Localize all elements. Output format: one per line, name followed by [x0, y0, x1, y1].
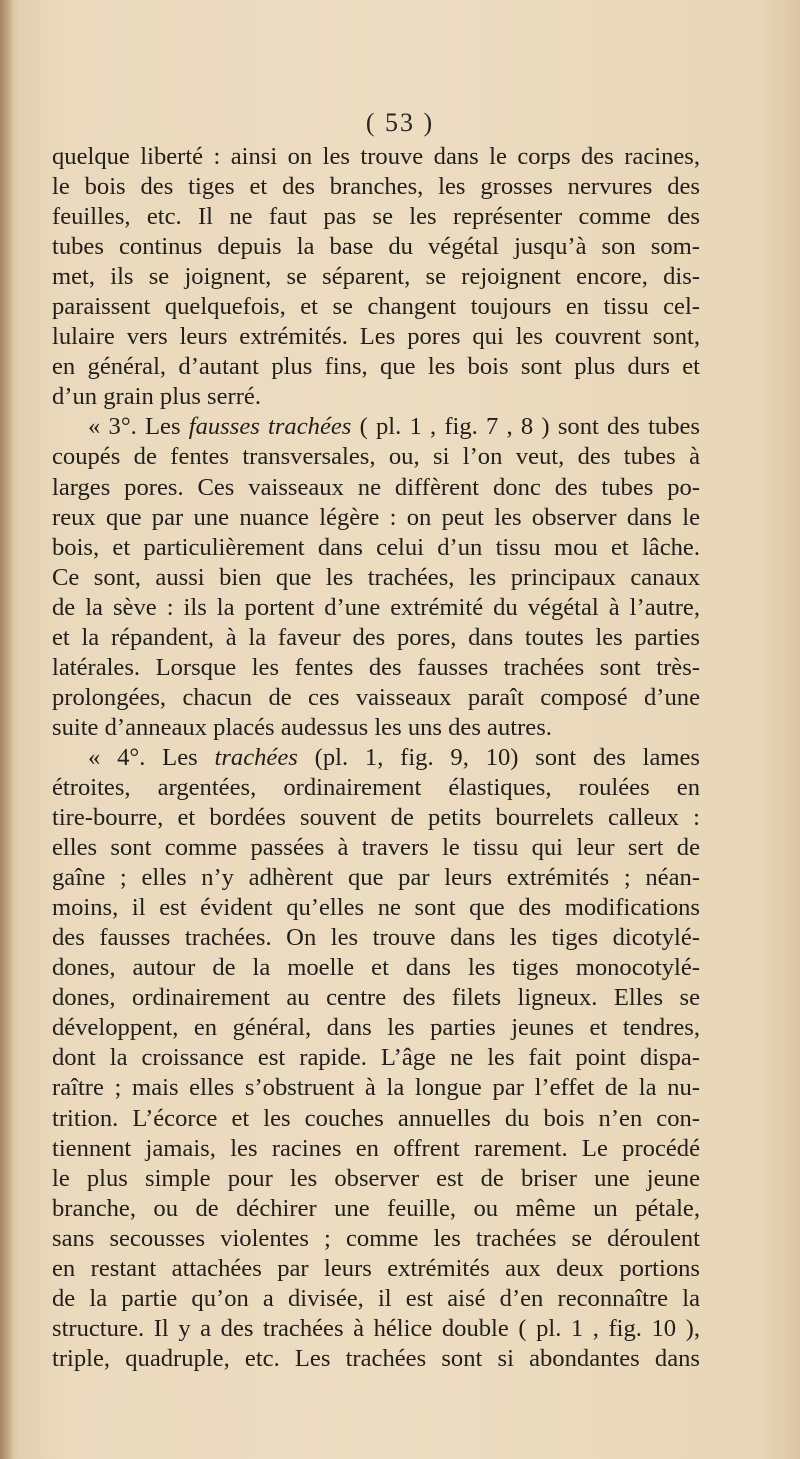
text-line: reux que par une nuance légère : on peut les observer dans le: [52, 503, 700, 531]
text-line: branche, ou de déchirer une feuille, ou même un pétale,: [52, 1194, 700, 1222]
text-line: dont la croissance est rapide. L’âge ne les fait point dispa-: [52, 1044, 700, 1072]
text-line: moins, il est évident qu’elles ne sont que des modifications: [52, 894, 700, 922]
text-line: lulaire vers leurs extrémités. Les pores qui les couvrent sont,: [52, 323, 700, 351]
text-line: en restant attachées par leurs extrémités aux deux portions: [52, 1254, 700, 1282]
text-line: étroites, argentées, ordinairement élastiques, roulées en: [52, 773, 700, 801]
text-line: larges pores. Ces vaisseaux ne diffèrent donc des tubes po-: [52, 473, 700, 501]
body-text: [52, 142, 700, 1374]
spine-shadow: [0, 0, 14, 1459]
italic-term: trachées: [214, 743, 298, 771]
text-line-part: ( pl. 1 , fig. 7 , 8 ) sont des tubes: [351, 413, 700, 441]
text-line-part: (pl. 1, fig. 9, 10) sont des lames: [297, 743, 700, 771]
text-line: triple, quadruple, etc. Les trachées sont si abondantes dans: [52, 1344, 700, 1372]
text-line: tubes continus depuis la base du végétal jusqu’à son som-: [52, 233, 700, 261]
text-line: suite d’anneaux placés audessus les uns des autres.: [52, 713, 552, 741]
text-line: [52, 412, 700, 442]
text-line: structure. Il y a des trachées à hélice double ( pl. 1 , fig. 10 ),: [52, 1314, 700, 1342]
text-line: Ce sont, aussi bien que les trachées, les principaux canaux: [52, 563, 700, 591]
text-line-part: « 4°. Les: [88, 743, 215, 771]
text-line: le bois des tiges et des branches, les grosses nervures des: [52, 173, 700, 201]
text-line: elles sont comme passées à travers le tissu qui leur sert de: [52, 834, 700, 862]
text-line: en général, d’autant plus fins, que les bois sont plus durs et: [52, 353, 700, 381]
text-line: paraissent quelquefois, et se changent toujours en tissu cel-: [52, 293, 700, 321]
text-line: tire-bourre, et bordées souvent de petits bourrelets calleux :: [52, 804, 700, 832]
text-line: dones, ordinairement au centre des filets ligneux. Elles se: [52, 984, 700, 1012]
page-number: ( 53 ): [365, 108, 435, 137]
text-line: de la sève : ils la portent d’une extrémité du végétal à l’autre,: [52, 593, 700, 621]
text-line: et la répandent, à la faveur des pores, dans toutes les parties: [52, 623, 700, 651]
text-line: quelque liberté : ainsi on les trouve dans le corps des racines,: [52, 143, 700, 170]
text-line: bois, et particulièrement dans celui d’un tissu mou et lâche.: [52, 533, 700, 561]
text-line: feuilles, etc. Il ne faut pas se les représenter comme des: [52, 203, 700, 231]
text-line-part: « 3°. Les: [88, 413, 189, 441]
text-line: trition. L’écorce et les couches annuelles du bois n’en con-: [52, 1104, 700, 1132]
text-line: latérales. Lorsque les fentes des fausses trachées sont très-: [52, 653, 700, 681]
text-line: tiennent jamais, les racines en offrent rarement. Le procédé: [52, 1134, 700, 1162]
text-line: dones, autour de la moelle et dans les tiges monocotylé-: [52, 954, 700, 982]
italic-term: fausses trachées: [188, 413, 352, 441]
text-line: gaîne ; elles n’y adhèrent que par leurs extrémités ; néan-: [52, 864, 700, 892]
text-line: prolongées, chacun de ces vaisseaux paraît composé d’une: [52, 683, 700, 711]
text-line: le plus simple pour les observer est de briser une jeune: [52, 1164, 700, 1192]
text-line: des fausses trachées. On les trouve dans les tiges dicotylé-: [52, 924, 700, 952]
text-line: d’un grain plus serré.: [52, 383, 261, 411]
text-line: développent, en général, dans les parties jeunes et tendres,: [52, 1014, 700, 1042]
text-line: [52, 743, 700, 773]
text-line: coupés de fentes transversales, ou, si l’on veut, des tubes à: [52, 443, 700, 471]
text-line: met, ils se joignent, se séparent, se rejoignent encore, dis-: [52, 263, 700, 291]
text-line: sans secousses violentes ; comme les trachées se déroulent: [52, 1224, 700, 1252]
text-line: raître ; mais elles s’obstruent à la longue par l’effet de la nu-: [52, 1074, 700, 1102]
text-line: de la partie qu’on a divisée, il est aisé d’en reconnaître la: [52, 1284, 700, 1312]
